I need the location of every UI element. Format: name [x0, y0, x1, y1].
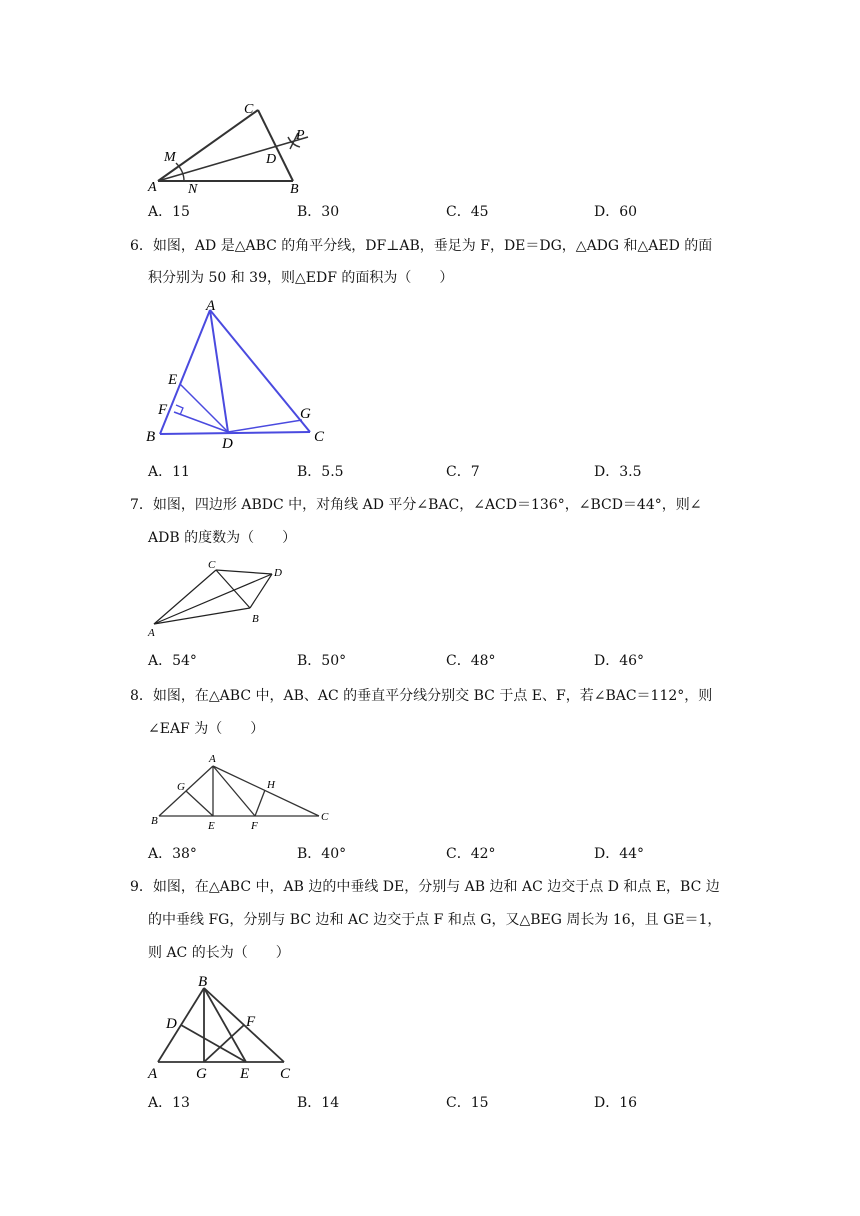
- q9-label-b: B: [198, 974, 208, 990]
- q8-figure: [145, 748, 345, 833]
- q8-label-h: H: [267, 779, 275, 791]
- q9-option-b[interactable]: B．14: [297, 1095, 340, 1111]
- q9-option-a[interactable]: A．13: [148, 1095, 190, 1111]
- q6-label-d: D: [222, 436, 233, 452]
- q9-label-a: A: [148, 1066, 158, 1082]
- q7-label-c: C: [208, 559, 216, 571]
- q5-option-c[interactable]: C．45: [446, 204, 489, 220]
- q6-option-b[interactable]: B．5.5: [297, 464, 344, 480]
- q6-figure: [140, 298, 340, 453]
- q5-option-d[interactable]: D．60: [594, 204, 638, 220]
- q5-option-b[interactable]: B．30: [297, 204, 340, 220]
- q6-text-line2: 积分别为 50 和 39，则△EDF 的面积为（ ）: [148, 270, 454, 286]
- q7-figure: [140, 556, 300, 641]
- q7-option-a[interactable]: A．54°: [148, 653, 197, 669]
- q9-option-c[interactable]: C．15: [446, 1095, 489, 1111]
- q6-option-d[interactable]: D．3.5: [594, 464, 642, 480]
- q7-label-d: D: [274, 567, 282, 579]
- q9-option-d[interactable]: D．16: [594, 1095, 638, 1111]
- q8-label-c: C: [321, 811, 329, 823]
- q9-figure: [140, 970, 310, 1085]
- q9-label-e: E: [240, 1066, 250, 1082]
- q6-label-f: F: [158, 402, 168, 418]
- q8-option-d[interactable]: D．44°: [594, 846, 645, 862]
- q8-text-line1: 8．如图，在△ABC 中，AB、AC 的垂直平分线分别交 BC 于点 E、F，若∠BAC＝112°，则: [130, 688, 713, 704]
- q9-label-f: F: [246, 1014, 256, 1030]
- q9-text-line2: 的中垂线 FG，分别与 BC 边和 AC 边交于点 F 和点 G，又△BEG 周长为 16，且 GE＝1，: [148, 912, 722, 928]
- q8-label-f: F: [251, 820, 258, 832]
- q5-label-p: P: [296, 128, 305, 143]
- q7-option-b[interactable]: B．50°: [297, 653, 347, 669]
- q8-option-c[interactable]: C．42°: [446, 846, 496, 862]
- q9-label-g: G: [196, 1066, 207, 1082]
- q6-text-line1: 6．如图，AD 是△ABC 的角平分线，DF⊥AB，垂足为 F，DE＝DG，△ADG 和△AED 的面: [130, 238, 713, 254]
- q8-option-a[interactable]: A．38°: [148, 846, 197, 862]
- q8-label-a: A: [209, 753, 216, 765]
- q8-text-line2: ∠EAF 为（ ）: [148, 721, 265, 737]
- q6-label-a: A: [206, 298, 216, 314]
- q9-label-c: C: [280, 1066, 291, 1082]
- q7-label-a: A: [148, 627, 155, 639]
- q6-label-e: E: [168, 372, 178, 388]
- q9-text-line3: 则 AC 的长为（ ）: [148, 945, 290, 961]
- q5-label-b: B: [290, 182, 299, 197]
- q7-text-line1: 7．如图，四边形 ABDC 中，对角线 AD 平分∠BAC，∠ACD＝136°，∠BCD＝44°，则∠: [130, 497, 702, 513]
- q7-option-d[interactable]: D．46°: [594, 653, 645, 669]
- q5-option-a[interactable]: A．15: [148, 204, 190, 220]
- q8-label-e: E: [208, 820, 215, 832]
- q8-label-g: G: [177, 781, 185, 793]
- q9-text-line1: 9．如图，在△ABC 中，AB 边的中垂线 DE，分别与 AB 边和 AC 边交于点 D 和点 E，BC 边: [130, 879, 720, 895]
- q6-label-g: G: [300, 406, 311, 422]
- q6-label-c: C: [314, 429, 325, 445]
- q7-label-b: B: [252, 613, 259, 625]
- q9-label-d: D: [166, 1016, 177, 1032]
- q5-label-d: D: [266, 152, 277, 167]
- q7-option-c[interactable]: C．48°: [446, 653, 496, 669]
- q6-label-b: B: [146, 429, 156, 445]
- q8-option-b[interactable]: B．40°: [297, 846, 347, 862]
- q5-label-n: N: [188, 182, 198, 197]
- q6-option-c[interactable]: C．7: [446, 464, 480, 480]
- q5-label-m: M: [164, 150, 176, 165]
- q5-label-a: A: [148, 180, 157, 195]
- q5-label-c: C: [244, 102, 254, 117]
- q5-figure: [140, 95, 330, 200]
- q8-label-b: B: [151, 815, 158, 827]
- q6-option-a[interactable]: A．11: [148, 464, 190, 480]
- q7-text-line2: ADB 的度数为（ ）: [148, 530, 297, 546]
